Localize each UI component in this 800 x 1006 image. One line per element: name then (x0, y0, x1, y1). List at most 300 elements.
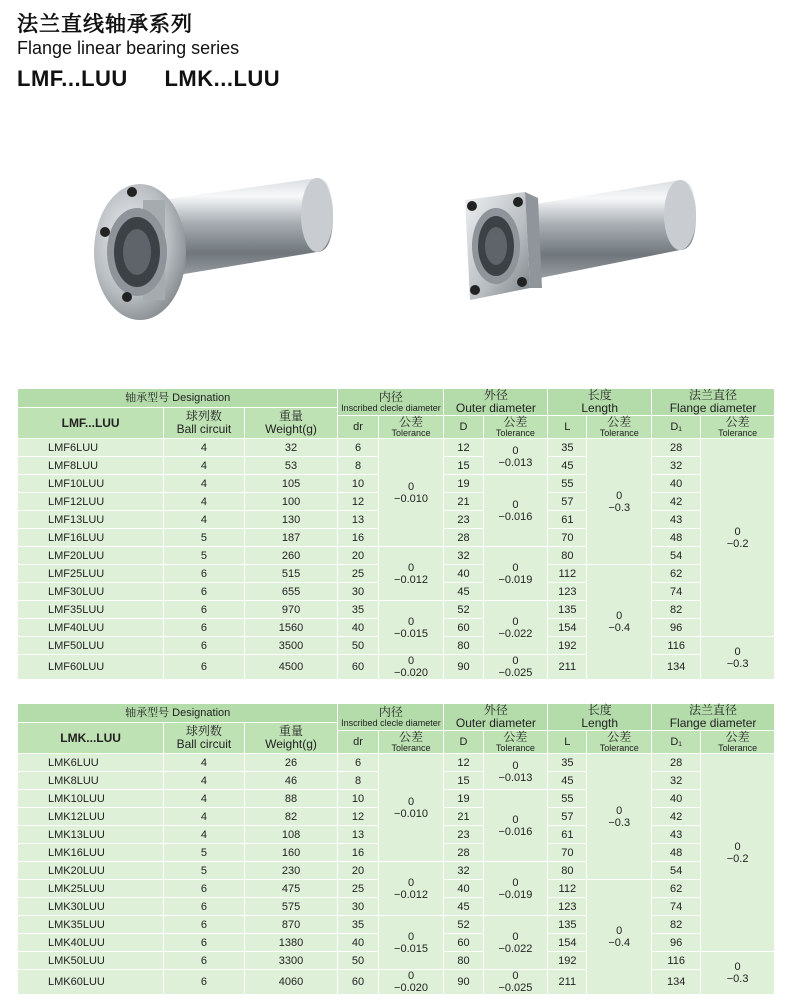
d1-cell: 54 (652, 547, 701, 565)
flange-cn: 法兰直径 (689, 388, 738, 402)
d1-cell: 54 (652, 862, 701, 880)
tolerance-upper: 0 (512, 561, 519, 574)
dr-tolerance-header (378, 416, 444, 439)
tolerance-cn: 公差 (607, 415, 632, 429)
l-cell: 61 (548, 826, 587, 844)
tolerance-lower: −0.016 (498, 825, 533, 838)
d-tolerance-cell (483, 547, 548, 601)
tolerance-lower: −0.015 (394, 942, 428, 955)
tolerance-upper: 0 (512, 876, 519, 889)
ball-en: Ball circuit (176, 737, 232, 751)
l-cell: 192 (548, 952, 587, 970)
l-cell: 112 (548, 880, 587, 898)
length-cn: 长度 (587, 703, 612, 717)
l-cell: 55 (548, 475, 587, 493)
weight-cell: 105 (244, 475, 338, 493)
d-tolerance-header (483, 416, 548, 439)
dr-cell: 6 (338, 439, 378, 457)
l-cell: 123 (548, 583, 587, 601)
designation-header: 轴承型号 Designation (18, 704, 338, 723)
l-tolerance-cell (587, 880, 652, 995)
d-tolerance-cell (483, 970, 548, 995)
ball-circuit-cell: 6 (164, 583, 244, 601)
d1-cell: 43 (652, 826, 701, 844)
tolerance-lower: −0.020 (394, 667, 428, 679)
dr-cell: 20 (338, 862, 378, 880)
d-cell: 21 (444, 493, 483, 511)
l-cell: 211 (548, 655, 587, 680)
dr-cell: 60 (338, 970, 378, 995)
ball-circuit-cell: 4 (164, 493, 244, 511)
ball-circuit-cell: 4 (164, 754, 244, 772)
weight-cell: 160 (244, 844, 338, 862)
l-cell: 80 (548, 862, 587, 880)
tolerance-upper: 0 (512, 498, 519, 511)
model-cell: LMK20LUU (18, 862, 164, 880)
d-cell: 32 (444, 862, 483, 880)
tolerance-lower: −0.020 (394, 982, 428, 994)
weight-cell: 475 (244, 880, 338, 898)
model-cell: LMK50LUU (18, 952, 164, 970)
ball-cn: 球列数 (185, 724, 222, 738)
ball-circuit-cell: 5 (164, 529, 244, 547)
d-cell: 90 (444, 970, 483, 995)
d-cell: 80 (444, 637, 483, 655)
length-header (548, 389, 652, 416)
ball-circuit-cell: 4 (164, 511, 244, 529)
d1-tolerance-cell (701, 637, 775, 680)
tolerance-lower: −0.013 (498, 456, 533, 469)
model-cell: LMK10LUU (18, 790, 164, 808)
inscribed-en: Inscribed clecle diameter (341, 718, 441, 728)
dr-tolerance-cell (378, 970, 444, 995)
tolerance-en: Tolerance (599, 743, 639, 753)
model-cell: LMF30LUU (18, 583, 164, 601)
d-cell: 32 (444, 547, 483, 565)
tolerance-cn: 公差 (607, 730, 632, 744)
model-cell: LMK30LUU (18, 898, 164, 916)
flange-cn: 法兰直径 (689, 703, 738, 717)
table-row (18, 916, 775, 934)
dr-cell: 10 (338, 475, 378, 493)
d1-cell: 48 (652, 529, 701, 547)
d1-cell: 74 (652, 583, 701, 601)
dr-cell: 10 (338, 790, 378, 808)
tolerance-lower: −0.4 (608, 622, 631, 634)
weight-cell: 1380 (244, 934, 338, 952)
l-cell: 55 (548, 790, 587, 808)
ball-circuit-cell: 4 (164, 439, 244, 457)
d1-cell: 28 (652, 754, 701, 772)
weight-cell: 108 (244, 826, 338, 844)
tolerance-lower: −0.2 (726, 537, 749, 550)
d1-cell: 134 (652, 655, 701, 680)
tolerance-upper: 0 (512, 813, 519, 826)
d-cell: 15 (444, 457, 483, 475)
ball-circuit-cell: 6 (164, 880, 244, 898)
tolerance-en: Tolerance (495, 428, 535, 438)
tolerance-lower: −0.019 (498, 888, 533, 901)
ball-circuit-cell: 4 (164, 457, 244, 475)
tolerance-upper: 0 (512, 655, 519, 667)
weight-cell: 260 (244, 547, 338, 565)
inscribed-diameter-header (338, 704, 444, 731)
weight-cell: 970 (244, 601, 338, 619)
model-cell: LMF25LUU (18, 565, 164, 583)
ball-circuit-header (164, 723, 244, 754)
tolerance-upper: 0 (407, 795, 415, 808)
tolerance-lower: −0.025 (498, 982, 533, 994)
d-cell: 40 (444, 565, 483, 583)
tolerance-en: Tolerance (718, 743, 758, 753)
l-cell: 112 (548, 565, 587, 583)
tolerance-upper: 0 (407, 561, 415, 574)
tolerance-upper: 0 (512, 444, 519, 457)
outer-diameter-header (444, 389, 548, 416)
dr-cell: 35 (338, 916, 378, 934)
tolerance-cn: 公差 (399, 730, 424, 744)
ball-circuit-cell: 5 (164, 844, 244, 862)
tolerance-lower: −0.015 (394, 627, 428, 640)
tolerance-upper: 0 (734, 840, 741, 853)
weight-header (244, 408, 338, 439)
l-tolerance-cell (587, 754, 652, 880)
dr-cell: 40 (338, 934, 378, 952)
tolerance-en: Tolerance (495, 743, 535, 753)
d-header: D (444, 731, 483, 754)
d1-cell: 96 (652, 619, 701, 637)
tolerance-upper: 0 (407, 930, 415, 943)
tolerance-upper: 0 (734, 961, 741, 973)
l-cell: 57 (548, 493, 587, 511)
tolerance-upper: 0 (734, 646, 741, 658)
tolerance-upper: 0 (407, 876, 415, 889)
model-cell: LMK12LUU (18, 808, 164, 826)
dr-cell: 50 (338, 952, 378, 970)
tolerance-upper: 0 (512, 930, 519, 943)
weight-cell: 230 (244, 862, 338, 880)
d-tolerance-cell (483, 655, 548, 680)
weight-cell: 88 (244, 790, 338, 808)
dr-cell: 20 (338, 547, 378, 565)
l-cell: 123 (548, 898, 587, 916)
tolerance-lower: −0.010 (394, 807, 428, 820)
ball-circuit-cell: 6 (164, 934, 244, 952)
header-row-group (18, 389, 775, 408)
d1-header: D₁ (652, 416, 701, 439)
l-header: L (548, 731, 587, 754)
model-cell: LMF20LUU (18, 547, 164, 565)
dr-tolerance-cell (378, 754, 444, 862)
tolerance-upper: 0 (616, 489, 623, 502)
square-flange-bearing-image (450, 170, 710, 315)
designation-header: 轴承型号 Designation (18, 389, 338, 408)
tolerance-cn: 公差 (725, 415, 750, 429)
d-tolerance-cell (483, 916, 548, 970)
weight-cell: 100 (244, 493, 338, 511)
table-row (18, 547, 775, 565)
tolerance-lower: −0.4 (608, 937, 631, 949)
tolerance-en: Tolerance (391, 743, 431, 753)
inscribed-en: Inscribed clecle diameter (341, 403, 441, 413)
l-cell: 45 (548, 772, 587, 790)
length-header (548, 704, 652, 731)
d1-tolerance-cell (701, 754, 775, 952)
model-cell: LMK13LUU (18, 826, 164, 844)
ball-circuit-cell: 4 (164, 808, 244, 826)
model-cell: LMF13LUU (18, 511, 164, 529)
l-cell: 211 (548, 970, 587, 995)
table-row (18, 655, 775, 680)
table-row (18, 601, 775, 619)
d1-cell: 32 (652, 457, 701, 475)
d-cell: 23 (444, 826, 483, 844)
dr-tolerance-cell (378, 916, 444, 970)
d-tolerance-cell (483, 862, 548, 916)
d-cell: 12 (444, 754, 483, 772)
l-cell: 35 (548, 439, 587, 457)
d1-cell: 116 (652, 637, 701, 655)
tolerance-upper: 0 (512, 970, 519, 982)
page-title-cn: 法兰直线轴承系列 (17, 12, 193, 36)
dr-cell: 25 (338, 565, 378, 583)
weight-cn: 重量 (279, 409, 304, 423)
ball-circuit-cell: 4 (164, 475, 244, 493)
d-tolerance-header (483, 731, 548, 754)
model-cell: LMF60LUU (18, 655, 164, 680)
dr-tolerance-cell (378, 439, 444, 547)
tolerance-lower: −0.3 (608, 816, 631, 829)
tolerance-upper: 0 (512, 615, 519, 628)
model-cell: LMK25LUU (18, 880, 164, 898)
tolerance-lower: −0.2 (726, 852, 749, 865)
d-cell: 28 (444, 529, 483, 547)
d-cell: 15 (444, 772, 483, 790)
weight-cell: 187 (244, 529, 338, 547)
d-cell: 45 (444, 583, 483, 601)
tolerance-upper: 0 (407, 615, 415, 628)
inscribed-cn: 内径 (378, 390, 403, 404)
weight-cn: 重量 (279, 724, 304, 738)
d1-cell: 116 (652, 952, 701, 970)
l-tolerance-cell (587, 565, 652, 680)
l-cell: 61 (548, 511, 587, 529)
spec-table-lmk (17, 703, 775, 995)
l-cell: 70 (548, 529, 587, 547)
tolerance-lower: −0.022 (498, 942, 533, 955)
l-cell: 135 (548, 916, 587, 934)
weight-en: Weight(g) (265, 737, 317, 751)
outer-cn: 外径 (483, 388, 508, 402)
tolerance-en: Tolerance (718, 428, 758, 438)
ball-circuit-cell: 6 (164, 637, 244, 655)
l-cell: 192 (548, 637, 587, 655)
tolerance-lower: −0.016 (498, 510, 533, 523)
l-cell: 154 (548, 619, 587, 637)
weight-cell: 53 (244, 457, 338, 475)
tolerance-lower: −0.012 (394, 888, 428, 901)
model-cell: LMF50LUU (18, 637, 164, 655)
tolerance-lower: −0.3 (726, 658, 749, 670)
inscribed-diameter-header (338, 389, 444, 416)
d-cell: 52 (444, 916, 483, 934)
tolerance-lower: −0.3 (608, 501, 631, 514)
weight-cell: 3500 (244, 637, 338, 655)
dr-tolerance-cell (378, 862, 444, 916)
d-cell: 80 (444, 952, 483, 970)
dr-tolerance-header (378, 731, 444, 754)
l-tolerance-cell (587, 439, 652, 565)
dr-tolerance-cell (378, 655, 444, 680)
weight-cell: 32 (244, 439, 338, 457)
d-cell: 60 (444, 934, 483, 952)
model-cell: LMF35LUU (18, 601, 164, 619)
d-cell: 12 (444, 439, 483, 457)
d-cell: 19 (444, 790, 483, 808)
tolerance-upper: 0 (616, 610, 623, 622)
l-header: L (548, 416, 587, 439)
d1-cell: 74 (652, 898, 701, 916)
tolerance-cn: 公差 (399, 415, 424, 429)
weight-cell: 870 (244, 916, 338, 934)
ball-circuit-cell: 6 (164, 601, 244, 619)
d-cell: 52 (444, 601, 483, 619)
flange-en: Flange diameter (669, 716, 757, 730)
l-cell: 35 (548, 754, 587, 772)
d1-tolerance-header (701, 731, 775, 754)
model-cell: LMF8LUU (18, 457, 164, 475)
ball-circuit-cell: 6 (164, 952, 244, 970)
table-row (18, 862, 775, 880)
model-cell: LMK60LUU (18, 970, 164, 995)
dr-tolerance-cell (378, 547, 444, 601)
l-cell: 70 (548, 844, 587, 862)
ball-circuit-cell: 4 (164, 826, 244, 844)
weight-cell: 655 (244, 583, 338, 601)
ball-circuit-cell: 4 (164, 790, 244, 808)
ball-en: Ball circuit (176, 422, 232, 436)
spec-table-lmf (17, 388, 775, 680)
tolerance-upper: 0 (512, 759, 519, 772)
ball-circuit-header (164, 408, 244, 439)
length-en: Length (581, 716, 619, 730)
ball-circuit-cell: 6 (164, 898, 244, 916)
dr-cell: 16 (338, 529, 378, 547)
d1-tolerance-cell (701, 439, 775, 637)
weight-cell: 46 (244, 772, 338, 790)
flange-diameter-header (652, 389, 775, 416)
l-cell: 57 (548, 808, 587, 826)
tolerance-upper: 0 (407, 655, 415, 667)
d-tolerance-cell (483, 475, 548, 547)
dr-cell: 13 (338, 826, 378, 844)
d1-cell: 48 (652, 844, 701, 862)
weight-cell: 130 (244, 511, 338, 529)
dr-cell: 12 (338, 808, 378, 826)
d1-cell: 96 (652, 934, 701, 952)
dr-cell: 35 (338, 601, 378, 619)
round-flange-bearing-image (85, 160, 345, 325)
d-tolerance-cell (483, 439, 548, 475)
outer-cn: 外径 (483, 703, 508, 717)
d1-tolerance-header (701, 416, 775, 439)
outer-en: Outer diameter (455, 716, 536, 730)
model-cell: LMF12LUU (18, 493, 164, 511)
tolerance-upper: 0 (616, 925, 623, 937)
weight-cell: 26 (244, 754, 338, 772)
tolerance-lower: −0.010 (394, 492, 428, 505)
series-models (17, 66, 280, 92)
tolerance-lower: −0.025 (498, 667, 533, 679)
ball-circuit-cell: 4 (164, 772, 244, 790)
d-cell: 28 (444, 844, 483, 862)
model-cell: LMF16LUU (18, 529, 164, 547)
d-cell: 45 (444, 898, 483, 916)
d1-cell: 134 (652, 970, 701, 995)
dr-cell: 12 (338, 493, 378, 511)
d1-cell: 42 (652, 808, 701, 826)
ball-circuit-cell: 6 (164, 916, 244, 934)
d1-cell: 28 (652, 439, 701, 457)
table-row (18, 970, 775, 995)
d1-cell: 62 (652, 880, 701, 898)
model-cell: LMK40LUU (18, 934, 164, 952)
model-cell: LMF10LUU (18, 475, 164, 493)
dr-cell: 30 (338, 898, 378, 916)
model-lmf-label: LMF...LUU (17, 66, 128, 91)
length-cn: 长度 (587, 388, 612, 402)
dr-cell: 60 (338, 655, 378, 680)
series-label: LMK...LUU (18, 723, 164, 754)
table-row (18, 439, 775, 457)
tolerance-en: Tolerance (599, 428, 639, 438)
d-cell: 60 (444, 619, 483, 637)
d-tolerance-cell (483, 790, 548, 862)
d-cell: 21 (444, 808, 483, 826)
tolerance-upper: 0 (616, 804, 623, 817)
dr-cell: 25 (338, 880, 378, 898)
d1-cell: 82 (652, 916, 701, 934)
dr-cell: 30 (338, 583, 378, 601)
d-header: D (444, 416, 483, 439)
dr-cell: 40 (338, 619, 378, 637)
d-cell: 23 (444, 511, 483, 529)
d-cell: 40 (444, 880, 483, 898)
weight-cell: 1560 (244, 619, 338, 637)
l-cell: 45 (548, 457, 587, 475)
d1-cell: 42 (652, 493, 701, 511)
page-title-en: Flange linear bearing series (17, 38, 240, 58)
model-cell: LMK6LUU (18, 754, 164, 772)
d1-cell: 43 (652, 511, 701, 529)
dr-header: dr (338, 416, 378, 439)
tolerance-lower: −0.019 (498, 573, 533, 586)
weight-cell: 515 (244, 565, 338, 583)
dr-cell: 6 (338, 754, 378, 772)
tolerance-lower: −0.012 (394, 573, 428, 586)
tolerance-en: Tolerance (391, 428, 431, 438)
outer-en: Outer diameter (455, 401, 536, 415)
ball-circuit-cell: 6 (164, 565, 244, 583)
tolerance-lower: −0.3 (726, 973, 749, 985)
d1-cell: 32 (652, 772, 701, 790)
d-cell: 90 (444, 655, 483, 680)
dr-header: dr (338, 731, 378, 754)
d1-cell: 40 (652, 790, 701, 808)
d1-cell: 82 (652, 601, 701, 619)
flange-en: Flange diameter (669, 401, 757, 415)
ball-circuit-cell: 5 (164, 862, 244, 880)
